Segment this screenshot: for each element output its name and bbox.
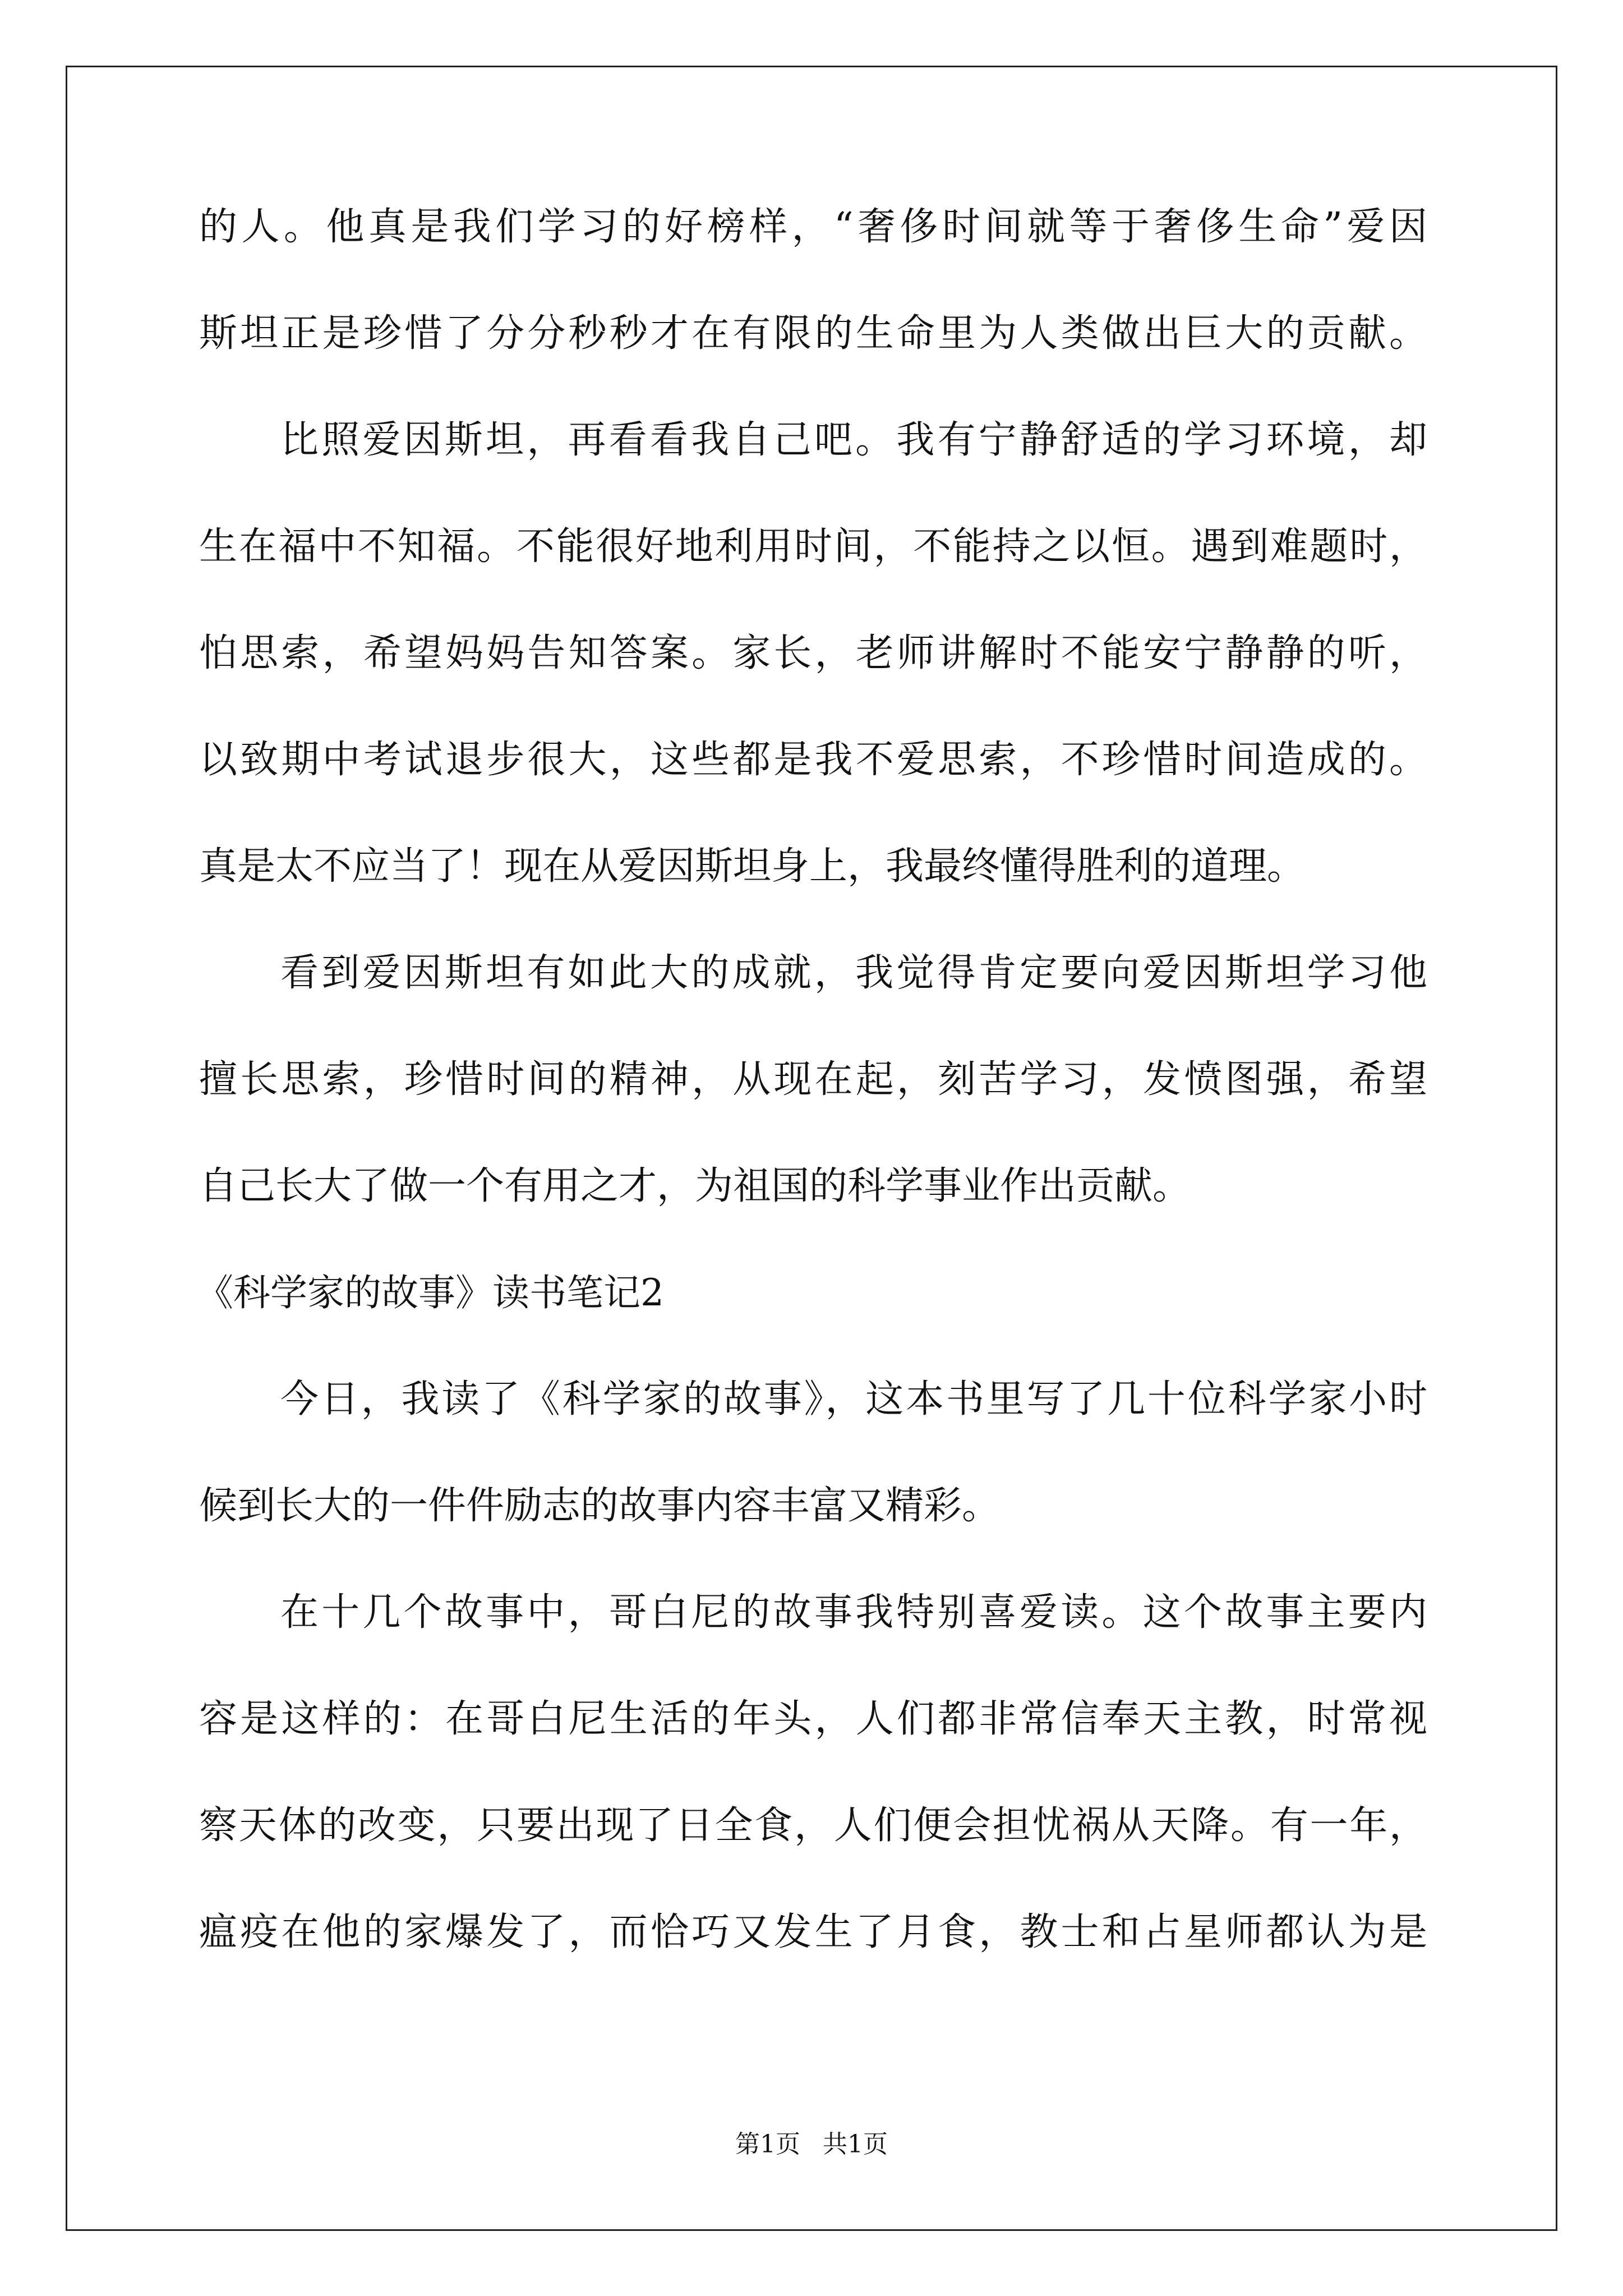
paragraph-first-line: 比照爱因斯坦，再看看我自己吧。我有宁静舒适的学习环境，却 bbox=[280, 418, 1427, 462]
text-line: 以致期中考试退步很大，这些都是我不爱思索，不珍惜时间造成的。 bbox=[199, 738, 1427, 782]
page-total: 共1页 bbox=[823, 2130, 888, 2159]
page-footer bbox=[0, 2128, 1623, 2161]
text-line: 擅长思索，珍惜时间的精神，从现在起，刻苦学习，发愤图强，希望 bbox=[199, 1057, 1427, 1102]
text-line: 察天体的改变，只要出现了日全食，人们便会担忧祸从天降。有一年， bbox=[199, 1803, 1427, 1848]
page-number: 第1页 bbox=[735, 2130, 800, 2159]
text-line: 生在福中不知福。不能很好地利用时间，不能持之以恒。遇到难题时， bbox=[199, 524, 1427, 569]
paragraph-first-line: 在十几个故事中，哥白尼的故事我特别喜爱读。这个故事主要内 bbox=[280, 1590, 1427, 1635]
text-line: 容是这样的：在哥白尼生活的年头，人们都非常信奉天主教，时常视 bbox=[199, 1697, 1427, 1741]
paragraph-first-line: 今日，我读了《科学家的故事》，这本书里写了几十位科学家小时 bbox=[280, 1377, 1427, 1421]
text-line: 斯坦正是珍惜了分分秒秒才在有限的生命里为人类做出巨大的贡献。 bbox=[199, 311, 1427, 356]
paragraph-first-line: 看到爱因斯坦有如此大的成就，我觉得肯定要向爱因斯坦学习他 bbox=[280, 951, 1427, 995]
text-line: 怕思索，希望妈妈告知答案。家长，老师讲解时不能安宁静静的听， bbox=[199, 631, 1427, 675]
text-line: 候到长大的一件件励志的故事内容丰富又精彩。 bbox=[199, 1484, 1000, 1528]
section-heading: 《科学家的故事》读书笔记2 bbox=[196, 1271, 664, 1314]
text-line: 自己长大了做一个有用之才，为祖国的科学事业作出贡献。 bbox=[199, 1164, 1191, 1208]
text-line: 瘟疫在他的家爆发了，而恰巧又发生了月食，教士和占星师都认为是 bbox=[199, 1910, 1427, 1954]
text-line: 的人。他真是我们学习的好榜样，“奢侈时间就等于奢侈生命”爱因 bbox=[199, 205, 1427, 249]
text-line: 真是太不应当了！现在从爱因斯坦身上，我最终懂得胜利的道理。 bbox=[199, 844, 1306, 889]
